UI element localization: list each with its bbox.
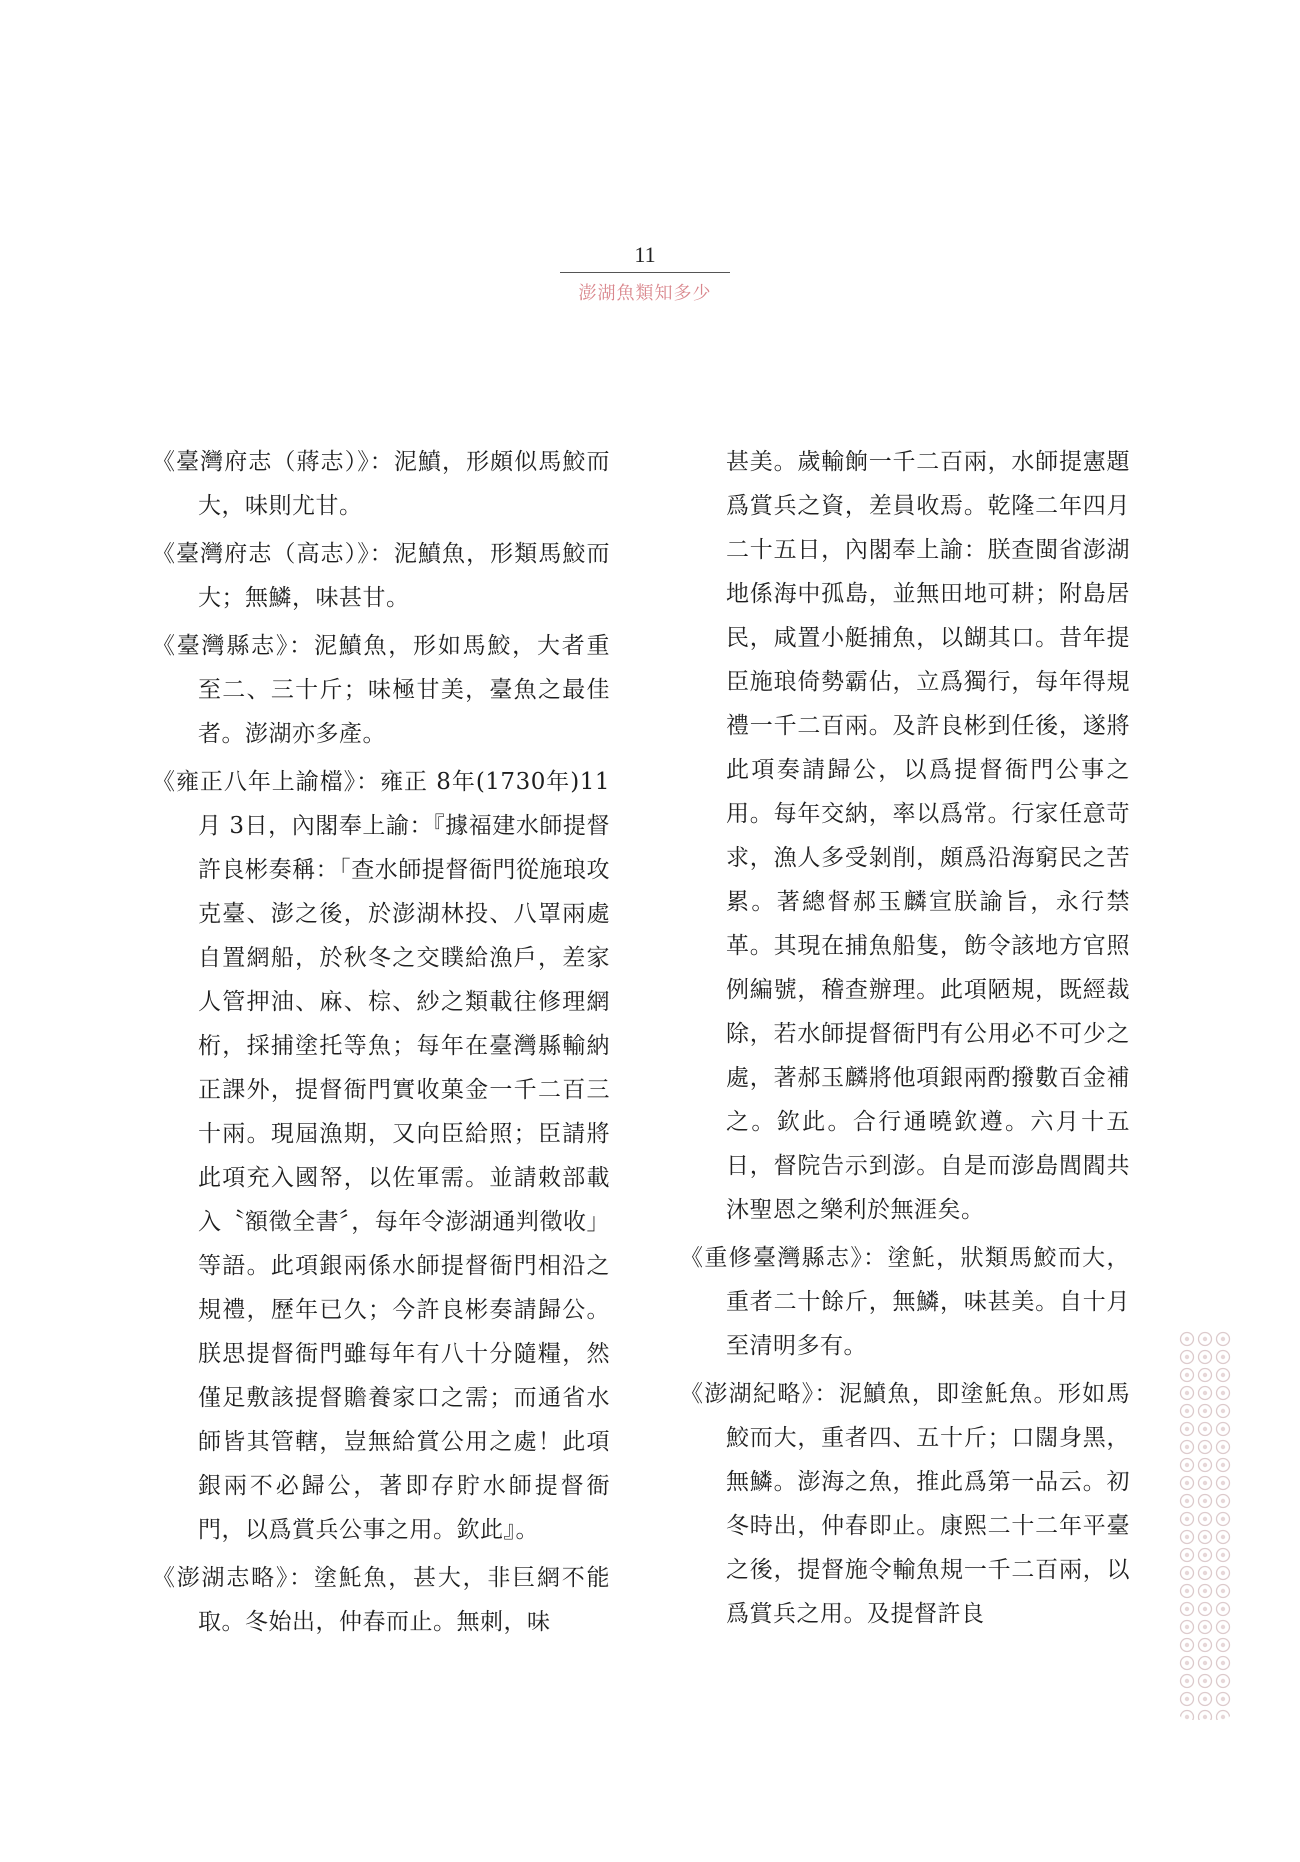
entry-taiwan-fuzhi-jiang: 《臺灣府志（蔣志）》：泥鱝，形頗似馬鮫而大，味則尤甘。 xyxy=(152,449,610,519)
entry-taiwan-xianzhi: 《臺灣縣志》：泥鱝魚，形如馬鮫，大者重至二、三十斤；味極甘美，臺魚之最佳者。澎湖亦多產。 xyxy=(152,633,610,747)
entry-chongxiu-taiwan-xianzhi: 《重修臺灣縣志》：塗魠，狀類馬鮫而大，重者二十餘斤，無鱗，味甚美。自十月至清明多有。 xyxy=(680,1245,1130,1359)
right-column xyxy=(680,440,1130,1640)
entry-penghu-zhilue: 《澎湖志略》：塗魠魚，甚大，非巨網不能取。冬始出，仲春而止。無刺，味 xyxy=(152,1565,610,1635)
page-header xyxy=(560,240,730,305)
running-title: 澎湖魚類知多少 xyxy=(578,283,712,304)
entry-penghu-zhilue-continued: 甚美。歲輸餉一千二百兩，水師提憲題爲賞兵之資，差員收焉。乾隆二年四月二十五日，內閣奉上諭：朕查閩省澎湖地係海中孤島，並無田地可耕；附島居民，咸置小艇捕魚，以餬其口。昔年提臣施琅倚勢霸佔，立爲獨行，每年得規禮一千二百兩。及許良彬到任後，遂將此項奏請歸公，以爲提督衙門公事之用。每年交納，率以爲常。行家任意苛求，漁人多受剝削，頗爲沿海窮民之苦累。著總督郝玉麟宣朕諭旨，永行禁革。其現在捕魚船隻，飭令該地方官照例編號，稽查辦理。此項陋規，既經裁除，若水師提督衙門有公用必不可少之處，著郝玉麟將他項銀兩酌撥數百金補之。欽此。合行通曉欽遵。六月十五日，督院告示到澎。自是而澎島閭閻共沐聖恩之樂利於無涯矣。 xyxy=(726,449,1130,1223)
entry-yongzheng-edict: 《雍正八年上諭檔》：雍正 8年(1730年)11月 3日，內閣奉上諭：『據福建水師提督許良彬奏稱：「查水師提督衙門從施琅攻克臺、澎之後，於澎湖林投、八罩兩處自置網船，於秋冬之交瞨給漁戶，差家人管押油、麻、棕、紗之類載往修理網桁，採捕塗托等魚；每年在臺灣縣輸納正課外，提督衙門實收菓金一千二百三十兩。現屆漁期，又向臣給照；臣請將此項充入國帑，以佐軍需。並請敕部載入〝額徵全書〞，每年令澎湖通判徵收」等語。此項銀兩係水師提督衙門相沿之規禮，歷年已久；今許良彬奏請歸公。朕思提督衙門雖每年有八十分隨糧，然僅足敷該提督贍養家口之需；而通省水師皆其管轄，豈無給賞公用之處！此項銀兩不必歸公，著即存貯水師提督衙門，以爲賞兵公事之用。欽此』。 xyxy=(152,769,610,1543)
left-column xyxy=(152,440,610,1648)
page-number: 11 xyxy=(634,242,656,267)
entry-penghu-jilue: 《澎湖紀略》：泥鱝魚，即塗魠魚。形如馬鮫而大，重者四、五十斤；口闊身黑，無鱗。澎海之魚，推此爲第一品云。初冬時出，仲春即止。康熙二十二年平臺之後，提督施令輸魚規一千二百兩，以爲賞兵之用。及提督許良 xyxy=(680,1381,1130,1627)
entry-taiwan-fuzhi-gao: 《臺灣府志（高志）》：泥鱝魚，形類馬鮫而大；無鱗，味甚甘。 xyxy=(152,541,610,611)
rosette-strip-decoration-icon xyxy=(1178,1330,1232,1720)
header-rule xyxy=(560,272,730,273)
